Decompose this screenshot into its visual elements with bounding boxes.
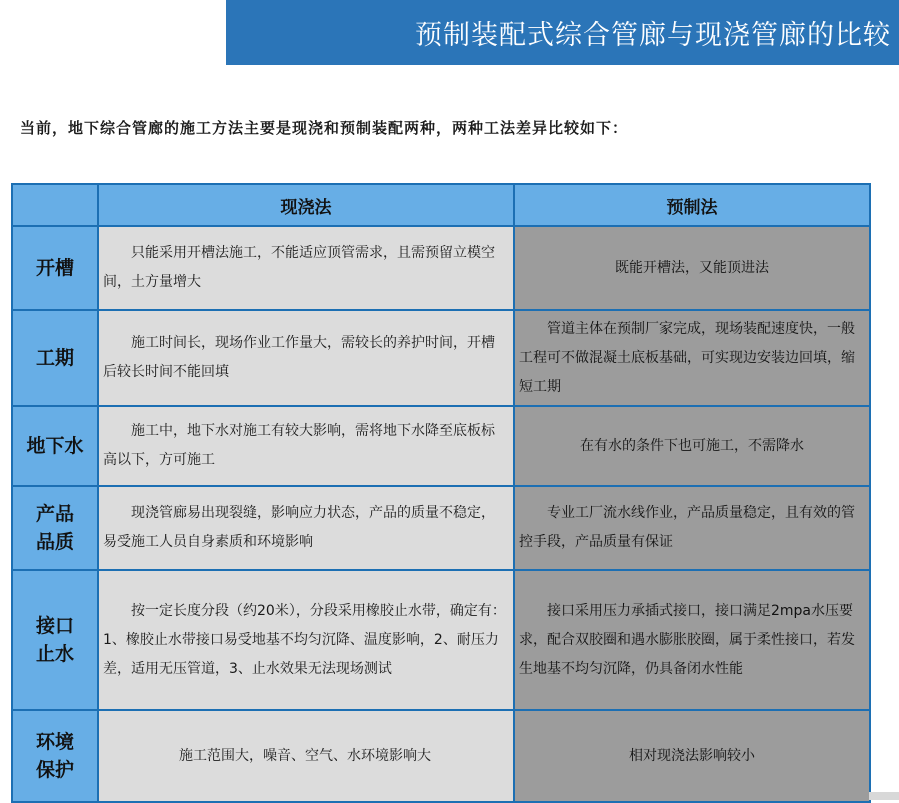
precast-cell (514, 406, 870, 486)
cell-text: 现浇管廊易出现裂缝，影响应力状态，产品的质量不稳定，易受施工人员自身素质和环境影响 (103, 505, 495, 550)
current-cell (98, 310, 514, 406)
cell-text: 管道主体在预制厂家完成，现场装配速度快，一般工程可不做混凝土底板基础，可实现边安装边回填，缩短工期 (519, 320, 855, 395)
row-label: 接口止水 (12, 570, 98, 710)
cell-text: 相对现浇法影响较小 (629, 747, 755, 764)
precast-cell (514, 226, 870, 310)
row-label: 开槽 (12, 226, 98, 310)
current-cell (98, 406, 514, 486)
table-row (12, 226, 870, 310)
row-label: 工期 (12, 310, 98, 406)
cell-text: 施工时间长，现场作业工作量大，需较长的养护时间，开槽后较长时间不能回填 (103, 335, 495, 380)
cell-text: 只能采用开槽法施工，不能适应顶管需求，且需预留立模空间，土方量增大 (103, 245, 495, 290)
cell-text: 施工范围大，噪音、空气、水环境影响大 (179, 747, 431, 764)
cell-text: 施工中，地下水对施工有较大影响，需将地下水降至底板标高以下，方可施工 (103, 423, 495, 468)
precast-cell (514, 486, 870, 570)
precast-cell (514, 310, 870, 406)
table-row (12, 570, 870, 710)
precast-cell (514, 570, 870, 710)
cell-text: 专业工厂流水线作业，产品质量稳定，且有效的管控手段，产品质量有保证 (519, 505, 855, 550)
table-row (12, 310, 870, 406)
intro-text: 当前，地下综合管廊的施工方法主要是现浇和预制装配两种，两种工法差异比较如下： (20, 119, 629, 137)
row-label: 环境保护 (12, 710, 98, 802)
current-cell (98, 570, 514, 710)
header-corner (12, 184, 98, 226)
precast-cell (514, 710, 870, 802)
table-row (12, 406, 870, 486)
current-cell (98, 226, 514, 310)
row-label: 产品品质 (12, 486, 98, 570)
current-cell (98, 710, 514, 802)
cell-text: 在有水的条件下也可施工，不需降水 (580, 437, 804, 454)
row-label: 地下水 (12, 406, 98, 486)
current-cell (98, 486, 514, 570)
corner-mark (869, 792, 899, 800)
header-precast-method: 预制法 (514, 184, 870, 226)
table-row (12, 710, 870, 802)
table-row (12, 486, 870, 570)
cell-text: 既能开槽法，又能顶进法 (615, 259, 769, 276)
comparison-table (11, 183, 871, 803)
header-current-method: 现浇法 (98, 184, 514, 226)
cell-text: 接口采用压力承插式接口，接口满足2mpa水压要求，配合双胶圈和遇水膨胀胶圈，属于柔性接口，若发生地基不均匀沉降，仍具备闭水性能 (519, 602, 855, 677)
title-banner (226, 0, 899, 65)
table-header-row (12, 184, 870, 226)
page-title: 预制装配式综合管廊与现浇管廊的比较 (415, 20, 891, 51)
cell-text: 按一定长度分段（约20米），分段采用橡胶止水带，确定有：1、橡胶止水带接口易受地基不均匀沉降、温度影响，2、耐压力差，适用无压管道，3、止水效果无法现场测试 (103, 602, 506, 677)
